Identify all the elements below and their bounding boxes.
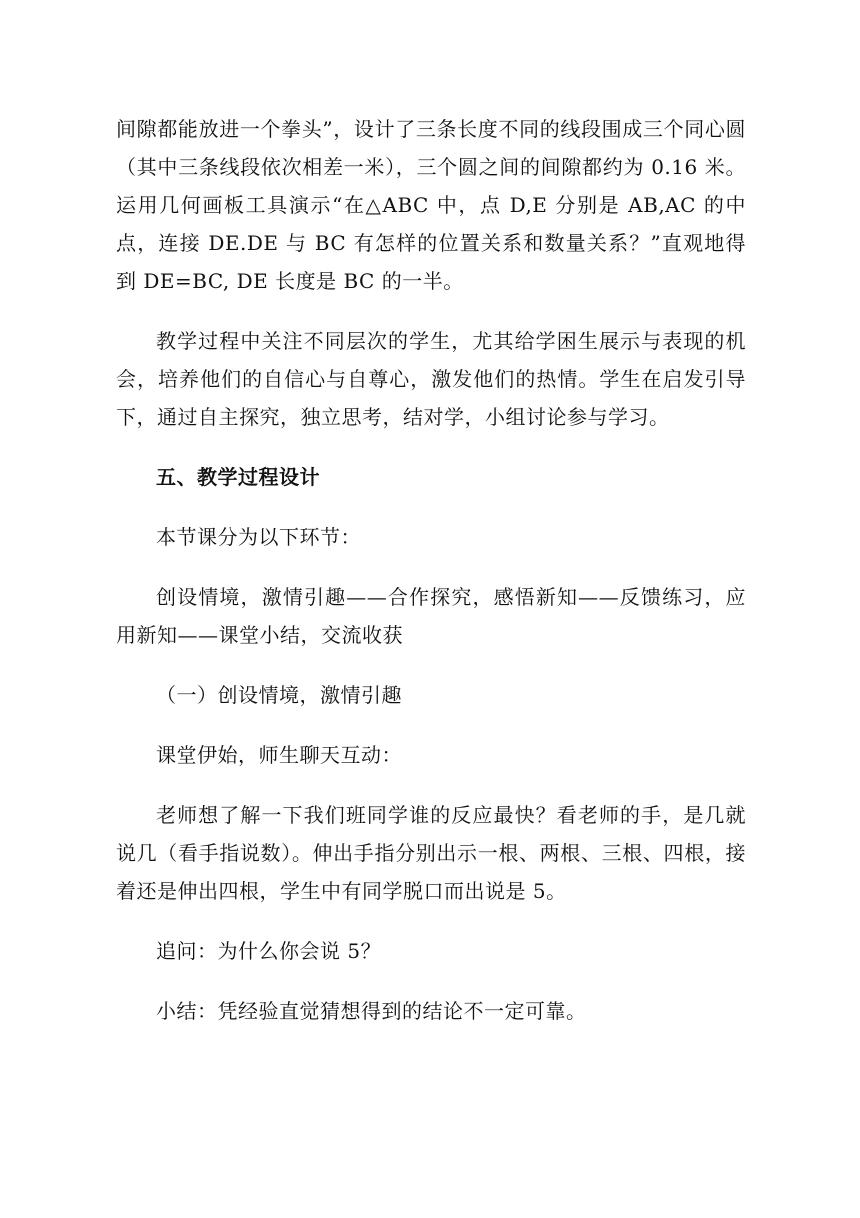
paragraph-teaching-process: 教学过程中关注不同层次的学生，尤其给学困生展示与表现的机会，培养他们的自信心与自尊心，激发他们的热情。学生在启发引导下，通过自主探究，独立思考，结对学，小组讨论参与学习。 (116, 329, 746, 429)
section-heading: 五、教学过程设计 (156, 465, 320, 489)
paragraph-continuation: 间隙都能放进一个拳头”，设计了三条长度不同的线段围成三个同心圆（其中三条线段依次相差一米），三个圆之间的间隙都约为 0.16 米。运用几何画板工具演示“在△ABC 中，点 D,E 分别是 AB,AC 的中点，连接 DE.DE 与 BC 有怎样的位置关系和数量关系？”直观地得到 DE=BC, DE 长度是 BC 的一半。 (116, 117, 746, 293)
paragraph-intro: 本节课分为以下环节： (156, 525, 361, 549)
paragraph-class-start: 课堂伊始，师生聊天互动： (156, 743, 402, 767)
paragraph-follow-up: 追问：为什么你会说 5？ (156, 939, 382, 963)
paragraph-steps: 创设情境，激情引趣——合作探究，感悟新知——反馈练习，应用新知——课堂小结，交流收获 (116, 585, 746, 647)
subsection-heading: （一）创设情境，激情引趣 (156, 683, 402, 707)
paragraph-teacher-question: 老师想了解一下我们班同学谁的反应最快？看老师的手，是几就说几（看手指说数）。伸出手指分别出示一根、两根、三根、四根，接着还是伸出四根，学生中有同学脱口而出说是 5。 (116, 803, 746, 903)
paragraph-summary: 小结：凭经验直觉猜想得到的结论不一定可靠。 (156, 999, 587, 1023)
document-body (116, 110, 746, 1030)
